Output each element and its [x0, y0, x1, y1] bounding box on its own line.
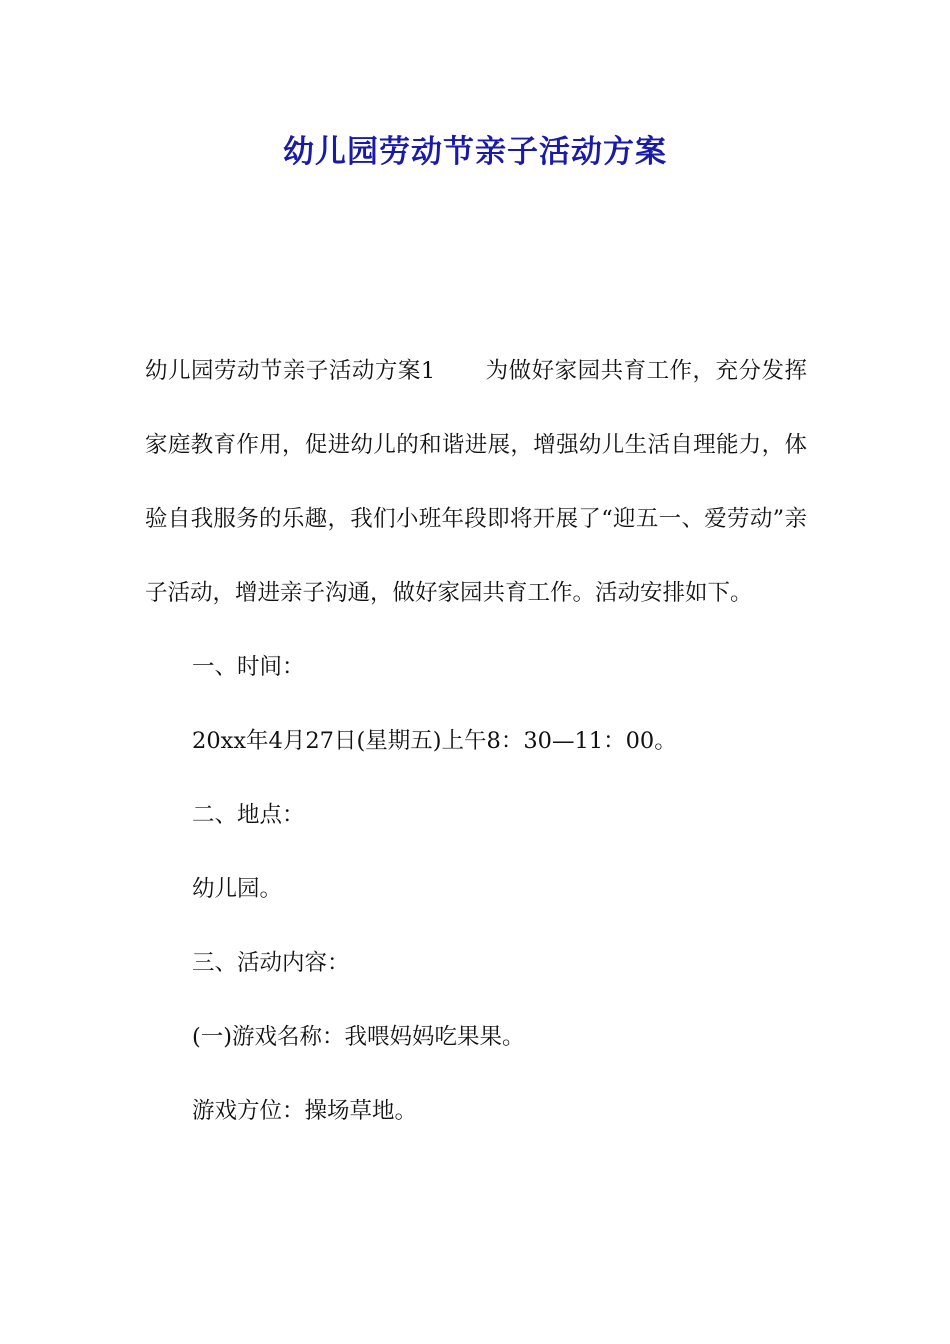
document-body [145, 334, 807, 1148]
section-place-heading: 二、地点： [192, 802, 305, 828]
section-content-heading: 三、活动内容： [192, 950, 350, 976]
document-title: 幼儿园劳动节亲子活动方案 [283, 134, 667, 170]
intro-heading: 幼儿园劳动节亲子活动方案1 [145, 358, 436, 384]
intro-paragraph [145, 334, 807, 630]
section-time-heading: 一、时间： [192, 654, 305, 680]
game-location: 游戏方位：操场草地。 [192, 1098, 418, 1124]
game-name: (一)游戏名称：我喂妈妈吃果果。 [192, 1024, 525, 1050]
section-time-value: 20xx年4月27日(星期五)上午8：30—11：00。 [192, 728, 677, 754]
intro-text: 为做好家园共育工作，充分发挥家庭教育作用，促进幼儿的和谐进展，增强幼儿生活自理能力，体验自我服务的乐趣，我们小班年段即将开展了“迎五一、爱劳动”亲子活动，增进亲子沟通，做好家园共育工作。活动安排如下。 [145, 358, 807, 606]
section-place-value: 幼儿园。 [192, 876, 283, 902]
